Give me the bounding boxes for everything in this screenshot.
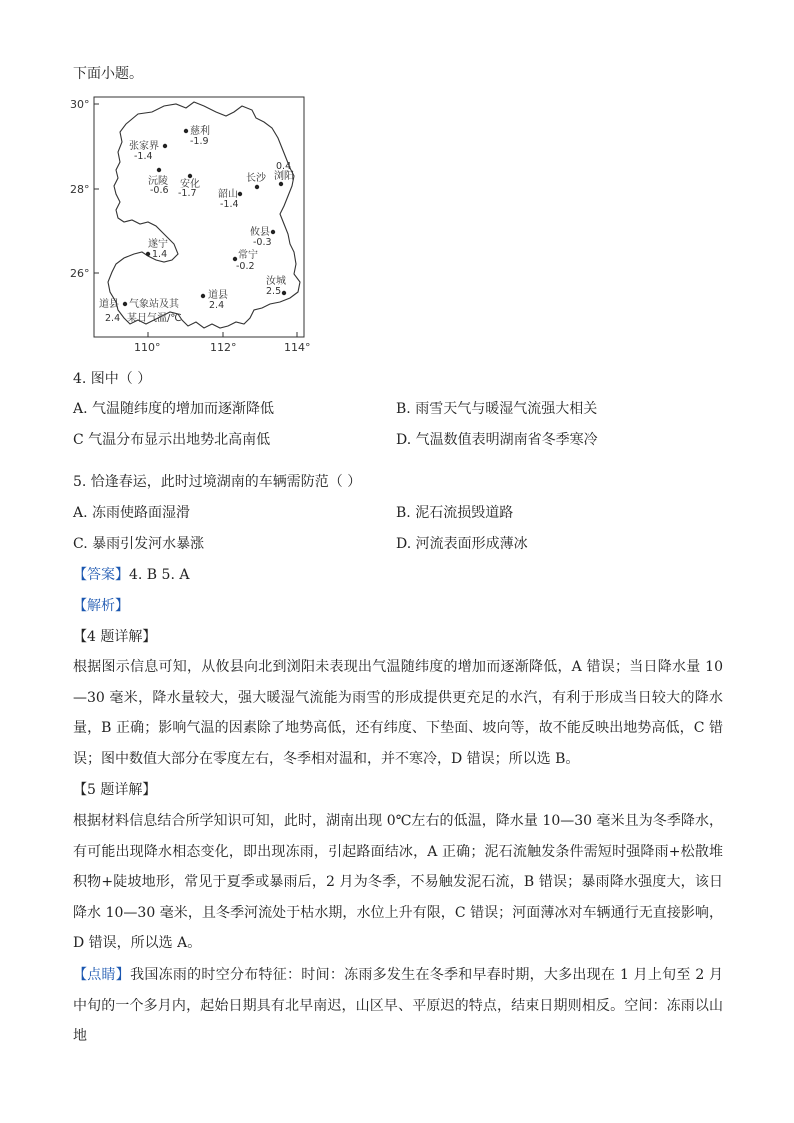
station-changning [233, 248, 258, 272]
lon-label-110: 110° [134, 341, 161, 354]
answer-text: 4. B 5. A [129, 567, 190, 583]
station-shaoshan [218, 187, 242, 210]
lat-label-30: 30° [70, 98, 90, 111]
station-temp: -1.4 [134, 151, 153, 162]
legend-station-name: 道县 [99, 299, 119, 310]
station-youxian [250, 225, 275, 248]
station-cili [184, 124, 210, 147]
station-rucheng [266, 274, 286, 297]
q4-option-b[interactable]: B. 雨雪天气与暖湿气流强大相关 [396, 401, 598, 417]
station-temp: -0.6 [150, 185, 169, 196]
q5-option-c[interactable]: C. 暴雨引发河水暴涨 [73, 536, 205, 552]
q4-option-c[interactable]: C 气温分布显示出地势北高南低 [73, 432, 271, 448]
legend-text-2: 某日气温/℃ [127, 313, 182, 324]
station-name: 常宁 [238, 250, 258, 261]
legend-text-1: 气象站及其 [129, 299, 179, 310]
station-name: 慈利 [190, 126, 210, 137]
station-name: 遂宁 [148, 239, 168, 250]
q4-option-d[interactable]: D. 气温数值表明湖南省冬季寒冷 [396, 432, 598, 448]
station-name: 张家界 [129, 141, 159, 152]
station-liuyang [274, 161, 294, 186]
q5-stem: 5. 恰逢春运，此时过境湖南的车辆需防范（ ） [73, 474, 362, 490]
answer-tag: 【答案】 [73, 567, 129, 583]
lat-label-28: 28° [70, 183, 90, 196]
station-name: 安化 [180, 179, 200, 190]
station-name: 浏阳 [274, 171, 294, 182]
station-temp: -0.2 [236, 261, 255, 272]
station-temp: 2.4 [209, 300, 225, 311]
station-yuanling [148, 168, 169, 196]
tip-paragraph [73, 960, 723, 1052]
station-temp: -0.3 [253, 237, 272, 248]
tip-tag: 【点睛】 [73, 967, 131, 983]
station-temp: -1.9 [190, 136, 209, 147]
answer-line [73, 565, 189, 585]
lon-label-112: 112° [210, 341, 237, 354]
q4-option-a[interactable]: A. 气温随纬度的增加而逐渐降低 [73, 401, 275, 417]
station-temp: 2.5 [266, 286, 282, 297]
lon-label-114: 114° [284, 341, 311, 354]
station-anhua [178, 174, 200, 199]
station-temp: 0.4 [276, 161, 292, 172]
legend-station-value: 2.4 [105, 313, 121, 324]
lat-label-26: 26° [70, 267, 90, 280]
station-name: 汝城 [266, 276, 286, 287]
detail5-text: 根据材料信息结合所学知识可知，此时，湖南出现 0℃左右的低温，降水量 10—30 毫米且为冬季降水，有可能出现降水相态变化，即出现冻雨，引起路面结冰，A 正确；泥石流触发条件需短时强降雨+松散堆积物+陡坡地形，常见于夏季或暴雨后，2 月为冬季，不易触发泥石流，B 错误；暴雨降水强度大，该日降水 10—30 毫米，且冬季河流处于枯水期，水位上升有限，C 错误；河面薄冰对车辆通行无直接影响，D 错误，所以选 A。 [73, 813, 723, 951]
station-temp: -1.7 [178, 188, 197, 199]
station-name: 韶山 [218, 189, 238, 200]
q5-option-d[interactable]: D. 河流表面形成薄冰 [396, 536, 528, 552]
station-daoxian [201, 288, 228, 311]
station-name: 长沙 [246, 173, 266, 184]
map-legend [99, 297, 182, 324]
detail4-title: 【4 题详解】 [73, 629, 157, 645]
station-temp: 1.4 [152, 249, 168, 260]
q4-stem: 4. 图中（ ） [73, 371, 152, 387]
hunan-temperature-map [68, 92, 328, 360]
q5-option-b[interactable]: B. 泥石流损毁道路 [396, 505, 514, 521]
station-name: 道县 [208, 290, 228, 301]
intro-text: 下面小题。 [73, 66, 143, 82]
tip-text: 我国冻雨的时空分布特征：时间：冻雨多发生在冬季和早春时期，大多出现在 1 月上旬至 2 月中旬的一个多月内，起始日期具有北早南迟，山区早、平原迟的特点，结束日期则相反。空间：冻雨以山地 [73, 967, 723, 1044]
q5-option-a[interactable]: A. 冻雨使路面湿滑 [73, 505, 191, 521]
station-name: 攸县 [250, 227, 270, 238]
detail5-title: 【5 题详解】 [73, 782, 157, 798]
station-zhangjiajie [129, 140, 167, 162]
analysis-tag: 【解析】 [73, 598, 129, 614]
detail4-text: 根据图示信息可知，从攸县向北到浏阳未表现出气温随纬度的增加而逐渐降低，A 错误；当日降水量 10—30 毫米，降水量较大，强大暖湿气流能为雨雪的形成提供更充足的水汽，有利于形成当日较大的降水量，B 正确；影响气温的因素除了地势高低，还有纬度、下垫面、坡向等，故不能反映出地势高低，C 错误；图中数值大部分在零度左右，冬季相对温和，并不寒冷，D 错误；所以选 B。 [73, 659, 723, 767]
station-changsha [246, 171, 267, 189]
station-name: 沅陵 [148, 176, 168, 187]
station-temp: -1.4 [220, 199, 239, 210]
